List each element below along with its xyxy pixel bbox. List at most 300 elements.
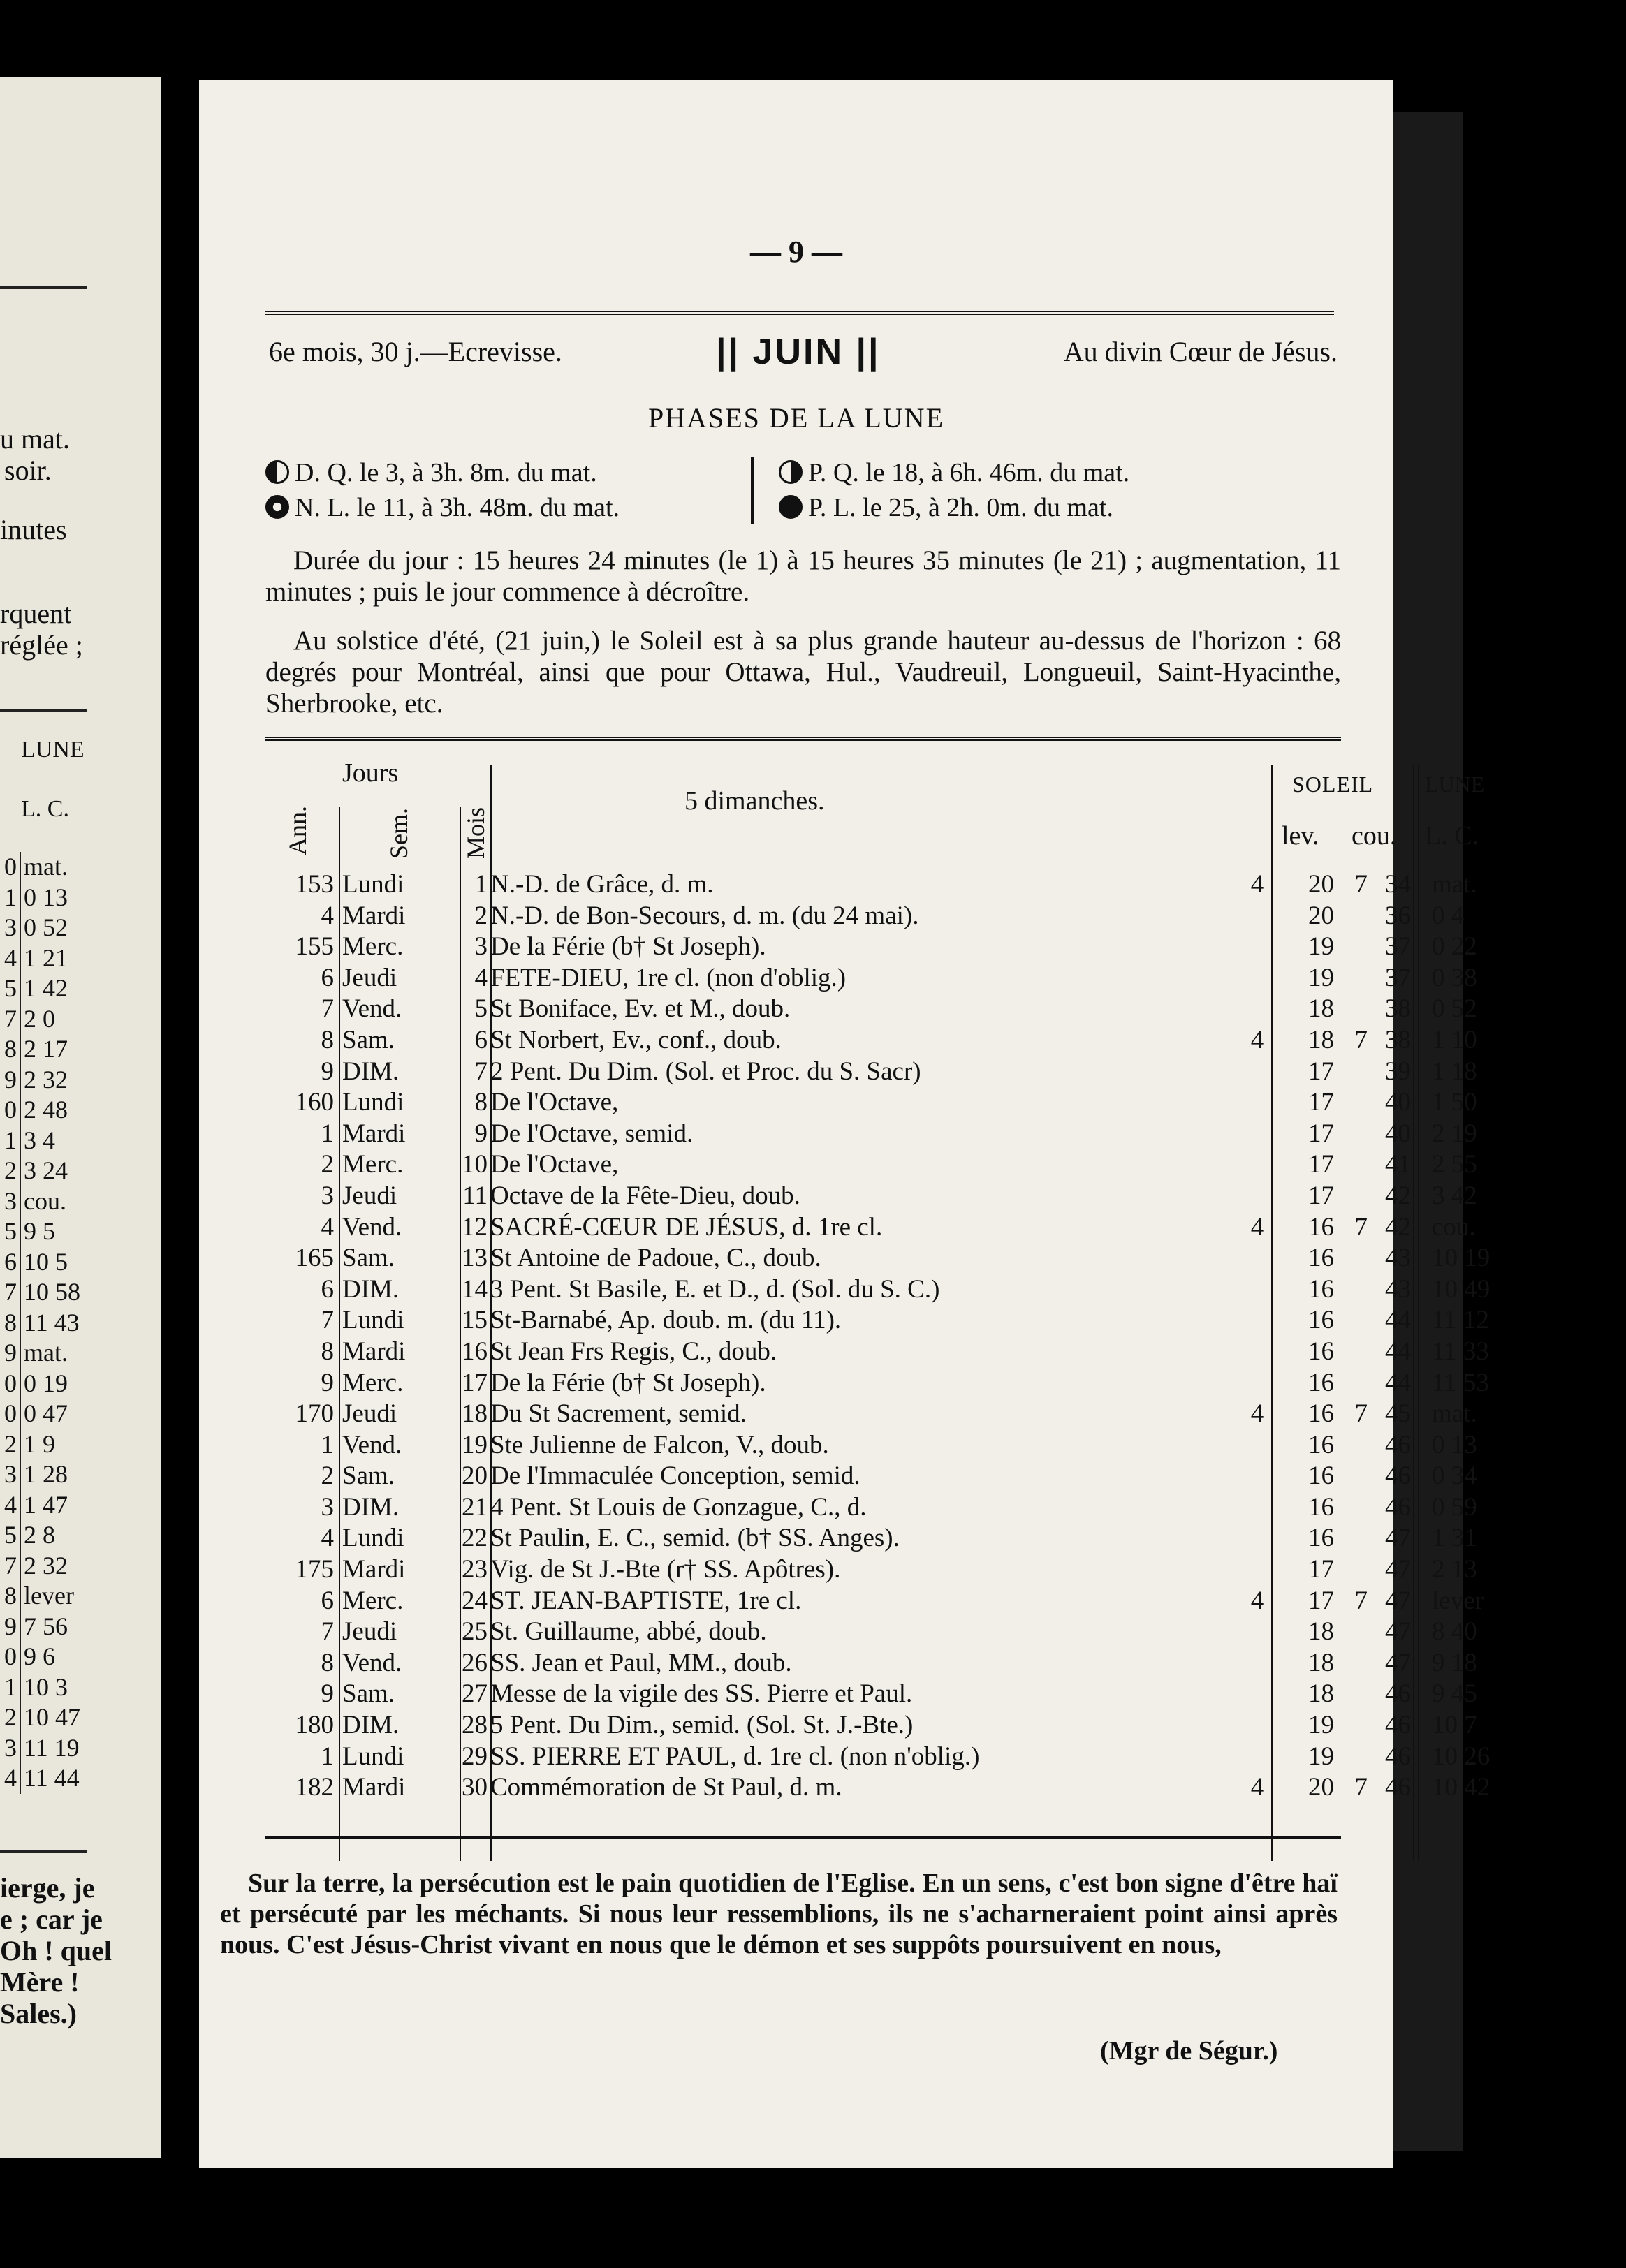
left-page-row: [0, 913, 112, 943]
left-page-cell: 3: [0, 1459, 21, 1490]
left-page-cell: 1 47: [24, 1490, 68, 1519]
day-of-year: 7: [321, 1306, 334, 1335]
moon-time: 0 52: [1432, 994, 1477, 1024]
left-page-row: [0, 1612, 112, 1642]
last-quarter-icon: [265, 460, 289, 484]
sunrise-minute: 16: [1308, 1336, 1334, 1366]
day-of-year: 2: [321, 1150, 334, 1179]
feast-name: ST. JEAN-BAPTISTE, 1re cl.: [490, 1586, 802, 1615]
page-number: — 9 —: [750, 235, 842, 269]
day-of-month: 27: [462, 1679, 488, 1709]
sunrise-minute: 20: [1308, 1773, 1334, 1802]
feast-name: St Boniface, Ev. et M., doub.: [490, 994, 791, 1024]
left-page-rule: [0, 286, 87, 289]
left-page-cell: 1: [0, 1126, 21, 1156]
table-top-rule: [265, 737, 1341, 741]
day-of-year: 9: [321, 1679, 334, 1709]
sunset-minute: 42: [1385, 1181, 1411, 1210]
sunrise-minute: 17: [1308, 1181, 1334, 1210]
sunset-minute: 34: [1385, 870, 1411, 899]
moon-time: 2 19: [1432, 1119, 1477, 1148]
moon-time: 0 38: [1432, 963, 1477, 992]
col-divider: [1418, 765, 1419, 1861]
sunrise-minute: 16: [1308, 1244, 1334, 1273]
left-page-cell: mat.: [24, 853, 68, 881]
day-of-month: 1: [474, 870, 488, 899]
left-page-cell: 7: [0, 1551, 21, 1582]
left-page-row: [0, 1126, 112, 1156]
weekday: DIM.: [342, 1711, 400, 1740]
feast-name: Messe de la vigile des SS. Pierre et Paul.: [490, 1679, 913, 1709]
left-page-cell: 5: [0, 1216, 21, 1247]
weekday: Vend.: [342, 1430, 402, 1459]
calendar-row: [265, 1212, 1476, 1244]
left-page-cell: 1: [0, 1672, 21, 1703]
header-lev: lev.: [1282, 821, 1319, 850]
moon-time: cou.: [1432, 1212, 1476, 1242]
day-of-month: 22: [462, 1524, 488, 1553]
left-page-cell: 2: [0, 1156, 21, 1186]
day-of-month: 13: [462, 1244, 488, 1273]
quote-text: Sur la terre, la persécution est le pain quotidien de l'Eglise. En un sens, c'est bon signe d'être haï et persécuté par les méchants. Si nous leur ressemblions, ils ne s'acharneraient point ainsi après nous. C'est Jésus-Christ vivant en nous que le démon et ses suppôts poursuivent en nous,: [220, 1869, 1338, 1959]
calendar-row: [265, 1087, 1477, 1119]
left-page-cell: 10 5: [24, 1247, 68, 1276]
sunrise-minute: 16: [1308, 1368, 1334, 1397]
moon-time: 10 42: [1432, 1773, 1490, 1802]
sunset-minute: 47: [1385, 1586, 1411, 1615]
weekday: Merc.: [342, 1586, 404, 1615]
day-of-month: 23: [462, 1555, 488, 1584]
day-of-year: 9: [321, 1368, 334, 1397]
day-of-month: 20: [462, 1461, 488, 1491]
left-page-cell: 7: [0, 1004, 21, 1035]
weekday: Jeudi: [342, 963, 397, 992]
moon-time: 1 18: [1432, 1056, 1477, 1086]
weekday: Lundi: [342, 1742, 404, 1771]
calendar-row: [265, 1243, 1490, 1274]
left-page-cell: 3: [0, 1733, 21, 1764]
col-divider: [1413, 765, 1414, 1861]
phase-last-quarter: D. Q. le 3, à 3h. 8m. du mat.: [265, 457, 597, 488]
sunset-minute: 43: [1385, 1244, 1411, 1273]
weekday: Merc.: [342, 932, 404, 962]
sunrise-minute: 20: [1308, 901, 1334, 930]
feast-name: Du St Sacrement, semid.: [490, 1399, 747, 1429]
left-page-cell: 9: [0, 1612, 21, 1642]
moon-time: 10 7: [1432, 1711, 1477, 1740]
left-page-row: [0, 1642, 112, 1672]
weekday: DIM.: [342, 1492, 400, 1522]
weekday: Mardi: [342, 1555, 406, 1584]
sunrise-hour: 4: [1250, 870, 1264, 899]
left-page-row: [0, 1429, 112, 1460]
left-page-row: [0, 1308, 112, 1339]
sunset-minute: 37: [1385, 932, 1411, 962]
sunset-minute: 47: [1385, 1648, 1411, 1677]
day-of-year: 8: [321, 1648, 334, 1677]
left-page-row: [0, 1277, 112, 1308]
day-of-month: 19: [462, 1430, 488, 1459]
sunrise-minute: 18: [1308, 994, 1334, 1024]
feast-name: Ste Julienne de Falcon, V., doub.: [490, 1430, 829, 1459]
sunset-minute: 46: [1385, 1679, 1411, 1709]
calendar-row: [265, 1399, 1477, 1430]
day-of-year: 7: [321, 1617, 334, 1647]
calendar-row: [265, 1648, 1477, 1679]
feast-name: St Jean Frs Regis, C., doub.: [490, 1336, 777, 1366]
day-of-year: 160: [295, 1088, 334, 1117]
sunset-minute: 46: [1385, 1711, 1411, 1740]
calendar-table: [265, 737, 1490, 1868]
left-page-row: [0, 852, 112, 883]
sunrise-hour: 4: [1250, 1025, 1264, 1054]
left-page-cell: 0 47: [24, 1399, 68, 1427]
sunset-minute: 46: [1385, 1742, 1411, 1771]
left-page-rule: [0, 709, 87, 712]
calendar-row: [265, 1025, 1477, 1056]
left-page-row: [0, 943, 112, 974]
left-page-cell: 2 32: [24, 1551, 68, 1580]
header-ann: Ann.: [284, 806, 312, 855]
moon-time: 11 12: [1432, 1306, 1489, 1335]
quote-author: (Mgr de Ségur.): [1100, 2036, 1278, 2066]
header-sem: Sem.: [385, 807, 413, 859]
weekday: Merc.: [342, 1368, 404, 1397]
left-page-cell: cou.: [24, 1186, 66, 1215]
month-header: [269, 332, 1338, 384]
feast-name: N.-D. de Grâce, d. m.: [490, 870, 714, 899]
weekday: Jeudi: [342, 1181, 397, 1210]
calendar-row: [265, 1368, 1489, 1399]
calendar-row: [265, 1430, 1477, 1461]
calendar-row: [265, 1056, 1477, 1088]
sunrise-minute: 16: [1308, 1399, 1334, 1429]
moon-time: mat.: [1432, 1399, 1477, 1429]
left-page-cell: 9: [0, 1338, 21, 1369]
feast-name: St Paulin, E. C., semid. (b† SS. Anges).: [490, 1524, 900, 1553]
day-of-month: 17: [462, 1368, 488, 1397]
left-page-cell: 8: [0, 1581, 21, 1612]
calendar-row: [265, 1181, 1477, 1212]
left-page-cell: 2: [0, 1702, 21, 1733]
left-page-row: [0, 1399, 112, 1429]
left-page-line: e ; car je: [0, 1904, 103, 1935]
left-page-line: Oh ! quel: [0, 1935, 112, 1966]
day-of-year: 1: [321, 1430, 334, 1459]
sunset-minute: 46: [1385, 1492, 1411, 1522]
weekday: Lundi: [342, 870, 404, 899]
left-page-cell: 0: [0, 852, 21, 883]
left-page-cell: 10 58: [24, 1278, 80, 1306]
left-page-line: u mat.: [0, 423, 70, 455]
day-of-month: 15: [462, 1306, 488, 1335]
left-page-row: [0, 1520, 112, 1551]
sunset-minute: 42: [1385, 1212, 1411, 1242]
left-page-rule: [0, 1850, 87, 1853]
day-of-year: 8: [321, 1025, 334, 1054]
day-of-month: 30: [462, 1773, 488, 1802]
moon-time: 0 34: [1432, 1461, 1477, 1491]
sunset-minute: 44: [1385, 1368, 1411, 1397]
left-page-cell: 9: [0, 1065, 21, 1096]
day-of-month: 25: [462, 1617, 488, 1647]
phase-new-moon: N. L. le 11, à 3h. 48m. du mat.: [265, 492, 620, 523]
calendar-row: [265, 1554, 1477, 1586]
left-page-cell: 9 6: [24, 1642, 55, 1670]
left-page-lune-header: LUNE: [21, 737, 85, 763]
left-page-cell: 1 42: [24, 974, 68, 1002]
moon-time: 3 42: [1432, 1181, 1477, 1210]
day-of-year: 2: [321, 1461, 334, 1491]
left-page-row: [0, 1733, 112, 1764]
day-of-year: 4: [321, 1212, 334, 1242]
left-page-row: [0, 973, 112, 1004]
day-of-month: 28: [462, 1711, 488, 1740]
calendar-row: [265, 1523, 1477, 1554]
day-of-month: 9: [474, 1119, 488, 1148]
left-page-cell: 3: [0, 1186, 21, 1217]
weekday: Mardi: [342, 1336, 406, 1366]
calendar-rows: [265, 869, 1490, 1804]
day-of-year: 4: [321, 901, 334, 930]
left-page-row: [0, 1459, 112, 1490]
sunrise-minute: 18: [1308, 1617, 1334, 1647]
left-page-cell: 11 19: [24, 1733, 80, 1762]
day-of-month: 26: [462, 1648, 488, 1677]
sunset-minute: 47: [1385, 1555, 1411, 1584]
phases-divider: [751, 457, 754, 524]
moon-time: 0 13: [1432, 1430, 1477, 1459]
sunrise-minute: 19: [1308, 963, 1334, 992]
sunset-hour: 7: [1354, 1773, 1368, 1802]
left-page-lc-header: L. C.: [21, 796, 69, 822]
sunrise-minute: 18: [1308, 1025, 1334, 1054]
sunset-minute: 38: [1385, 994, 1411, 1024]
left-page-row: [0, 1156, 112, 1186]
day-of-month: 24: [462, 1586, 488, 1615]
calendar-row: [265, 1274, 1490, 1306]
moon-time: 11 33: [1432, 1336, 1489, 1366]
left-page-cell: 4: [0, 943, 21, 974]
full-moon-icon: [779, 495, 803, 519]
calendar-row: [265, 1617, 1477, 1648]
left-page-cell: 1 9: [24, 1429, 55, 1458]
left-page-row: [0, 1247, 112, 1278]
left-page-line: Sales.): [0, 1998, 77, 2029]
calendar-row: [265, 1679, 1477, 1710]
feast-name: De la Férie (b† St Joseph).: [490, 932, 766, 962]
feast-name: De l'Immaculée Conception, semid.: [490, 1461, 860, 1491]
left-page-cell: 7: [0, 1277, 21, 1308]
sunset-minute: 47: [1385, 1617, 1411, 1647]
day-of-month: 4: [474, 963, 488, 992]
sunset-minute: 40: [1385, 1119, 1411, 1148]
feast-name: St. Guillaume, abbé, doub.: [490, 1617, 767, 1647]
left-page-row: [0, 1186, 112, 1217]
feast-name: SS. Jean et Paul, MM., doub.: [490, 1648, 792, 1677]
day-of-year: 6: [321, 963, 334, 992]
feast-name: St Antoine de Padoue, C., doub.: [490, 1244, 821, 1273]
sunset-minute: 46: [1385, 1461, 1411, 1491]
header-lc: L. C.: [1425, 821, 1479, 850]
phase-first-quarter: P. Q. le 18, à 6h. 46m. du mat.: [779, 457, 1129, 488]
left-page-cell: lever: [24, 1582, 74, 1610]
day-length-paragraph: Durée du jour : 15 heures 24 minutes (le 1) à 15 heures 35 minutes (le 21) ; augmentation, 11 minutes ; puis le jour commence à décroître.: [265, 545, 1341, 607]
sunset-minute: 45: [1385, 1399, 1411, 1429]
left-page-line: ierge, je: [0, 1872, 95, 1904]
left-page-cell: 0 19: [24, 1369, 68, 1397]
day-of-year: 175: [295, 1555, 334, 1584]
weekday: Mardi: [342, 1773, 406, 1802]
sunset-minute: 44: [1385, 1306, 1411, 1335]
left-page-row: [0, 1702, 112, 1733]
moon-time: 0 59: [1432, 1492, 1477, 1522]
day-of-month: 16: [462, 1336, 488, 1366]
left-page-row: [0, 1369, 112, 1399]
left-page-row: [0, 1763, 112, 1794]
sunset-minute: 40: [1385, 1088, 1411, 1117]
day-of-year: 6: [321, 1274, 334, 1304]
feast-name: 4 Pent. St Louis de Gonzague, C., d.: [490, 1492, 867, 1522]
feast-name: SACRÉ-CŒUR DE JÉSUS, d. 1re cl.: [490, 1212, 883, 1242]
sunset-minute: 47: [1385, 1524, 1411, 1553]
month-title: || JUIN ||: [716, 332, 881, 372]
day-of-month: 3: [474, 932, 488, 962]
sunrise-minute: 16: [1308, 1524, 1334, 1553]
left-page-cell: 0: [0, 1095, 21, 1126]
sunrise-hour: 4: [1250, 1212, 1264, 1242]
left-page-line: réglée ;: [0, 629, 83, 661]
day-of-month: 5: [474, 994, 488, 1024]
sunset-minute: 38: [1385, 1025, 1411, 1054]
weekday: Mardi: [342, 1119, 406, 1148]
feast-name: Octave de la Fête-Dieu, doub.: [490, 1181, 800, 1210]
sunrise-minute: 18: [1308, 1648, 1334, 1677]
sunset-minute: 36: [1385, 901, 1411, 930]
left-page-cell: 3: [0, 913, 21, 943]
header-mois: Mois: [462, 807, 490, 859]
moon-time: 1 10: [1432, 1025, 1477, 1054]
top-rule: [265, 311, 1334, 315]
sunrise-minute: 16: [1308, 1306, 1334, 1335]
left-page-row: [0, 1216, 112, 1247]
left-page-cell: 4: [0, 1763, 21, 1794]
weekday: Mardi: [342, 901, 406, 930]
moon-time: lever: [1432, 1586, 1484, 1615]
phase-full-moon: P. L. le 25, à 2h. 0m. du mat.: [779, 492, 1113, 523]
feast-name: 2 Pent. Du Dim. (Sol. et Proc. du S. Sacr): [490, 1056, 921, 1086]
day-of-month: 12: [462, 1212, 488, 1242]
sunrise-minute: 19: [1308, 1742, 1334, 1771]
sunrise-minute: 17: [1308, 1555, 1334, 1584]
feast-name: De la Férie (b† St Joseph).: [490, 1368, 766, 1397]
left-page-row: [0, 1672, 112, 1703]
moon-time: 0 22: [1432, 932, 1477, 962]
left-page-cell: 2 17: [24, 1035, 68, 1063]
feast-name: 3 Pent. St Basile, E. et D., d. (Sol. du S. C.): [490, 1274, 940, 1304]
sunrise-hour: 4: [1250, 1399, 1264, 1429]
sunset-minute: 43: [1385, 1274, 1411, 1304]
weekday: Sam.: [342, 1025, 395, 1054]
sunrise-minute: 19: [1308, 932, 1334, 962]
calendar-row: [265, 1772, 1490, 1804]
first-quarter-icon: [779, 460, 803, 484]
sunset-hour: 7: [1354, 1399, 1368, 1429]
feast-name: Vig. de St J.-Bte (r† SS. Apôtres).: [490, 1555, 841, 1584]
day-of-year: 3: [321, 1181, 334, 1210]
calendar-row: [265, 963, 1477, 994]
left-page-cell: 8: [0, 1308, 21, 1339]
header-cou: cou.: [1352, 821, 1397, 850]
left-page-cell: 4: [0, 1490, 21, 1521]
sunrise-minute: 16: [1308, 1274, 1334, 1304]
sunrise-minute: 17: [1308, 1150, 1334, 1179]
left-page-line: Mère !: [0, 1966, 80, 1998]
left-page-row: [0, 1581, 112, 1612]
left-page-row: [0, 1338, 112, 1369]
left-page-cell: 7 56: [24, 1612, 68, 1640]
sunset-minute: 37: [1385, 963, 1411, 992]
weekday: Jeudi: [342, 1617, 397, 1647]
day-of-month: 7: [474, 1056, 488, 1086]
left-page-cell: 1 21: [24, 943, 68, 972]
left-page-cell: 0: [0, 1369, 21, 1399]
left-page-cell: 11 44: [24, 1764, 80, 1792]
calendar-row: [265, 994, 1477, 1025]
left-page-cell: 2 48: [24, 1096, 68, 1124]
left-page-line: inutes: [0, 514, 67, 545]
feast-name: St-Barnabé, Ap. doub. m. (du 11).: [490, 1306, 842, 1335]
sunrise-minute: 20: [1308, 870, 1334, 899]
sunset-hour: 7: [1354, 1025, 1368, 1054]
feast-name: Commémoration de St Paul, d. m.: [490, 1773, 842, 1802]
calendar-row: [265, 1149, 1477, 1181]
calendar-row: [265, 1119, 1477, 1150]
day-of-month: 11: [462, 1181, 488, 1210]
day-of-year: 180: [295, 1711, 334, 1740]
moon-time: 8 40: [1432, 1617, 1477, 1647]
header-jours: Jours: [342, 758, 399, 788]
month-dedication: Au divin Cœur de Jésus.: [1063, 336, 1338, 367]
feast-name: SS. PIERRE ET PAUL, d. 1re cl. (non n'oblig.): [490, 1742, 980, 1771]
moon-time: 11 53: [1432, 1368, 1489, 1397]
sunrise-minute: 17: [1308, 1586, 1334, 1615]
moon-time: 1 50: [1432, 1088, 1477, 1117]
moon-time: 1 31: [1432, 1524, 1477, 1553]
left-page-cell: mat.: [24, 1339, 68, 1367]
left-page-cell: 0: [0, 1642, 21, 1672]
day-of-month: 18: [462, 1399, 488, 1429]
almanac-page: [199, 80, 1490, 2168]
calendar-row: [265, 1586, 1484, 1617]
sunset-hour: 7: [1354, 1212, 1368, 1242]
left-page-line: soir.: [4, 455, 52, 486]
day-of-year: 1: [321, 1742, 334, 1771]
sunrise-minute: 16: [1308, 1492, 1334, 1522]
day-of-year: 165: [295, 1244, 334, 1273]
calendar-row: [265, 1742, 1490, 1773]
left-page-cell: 10 3: [24, 1672, 68, 1701]
sunset-minute: 39: [1385, 1056, 1411, 1086]
solstice-paragraph: Au solstice d'été, (21 juin,) le Soleil est à sa plus grande hauteur au-dessus de l'horizon : 68 degrés pour Montréal, ainsi que pour Ottawa, Hul., Vaudreuil, Longueuil, Saint-Hyacinthe, Sherbrooke, etc.: [265, 626, 1341, 719]
left-page-lune-column: [0, 852, 112, 1794]
moon-time: 9 18: [1432, 1648, 1477, 1677]
sunrise-minute: 17: [1308, 1088, 1334, 1117]
left-page-fragment: [0, 77, 161, 2158]
left-page-cell: 3 24: [24, 1156, 68, 1184]
left-page-row: [0, 1551, 112, 1582]
weekday: Lundi: [342, 1524, 404, 1553]
